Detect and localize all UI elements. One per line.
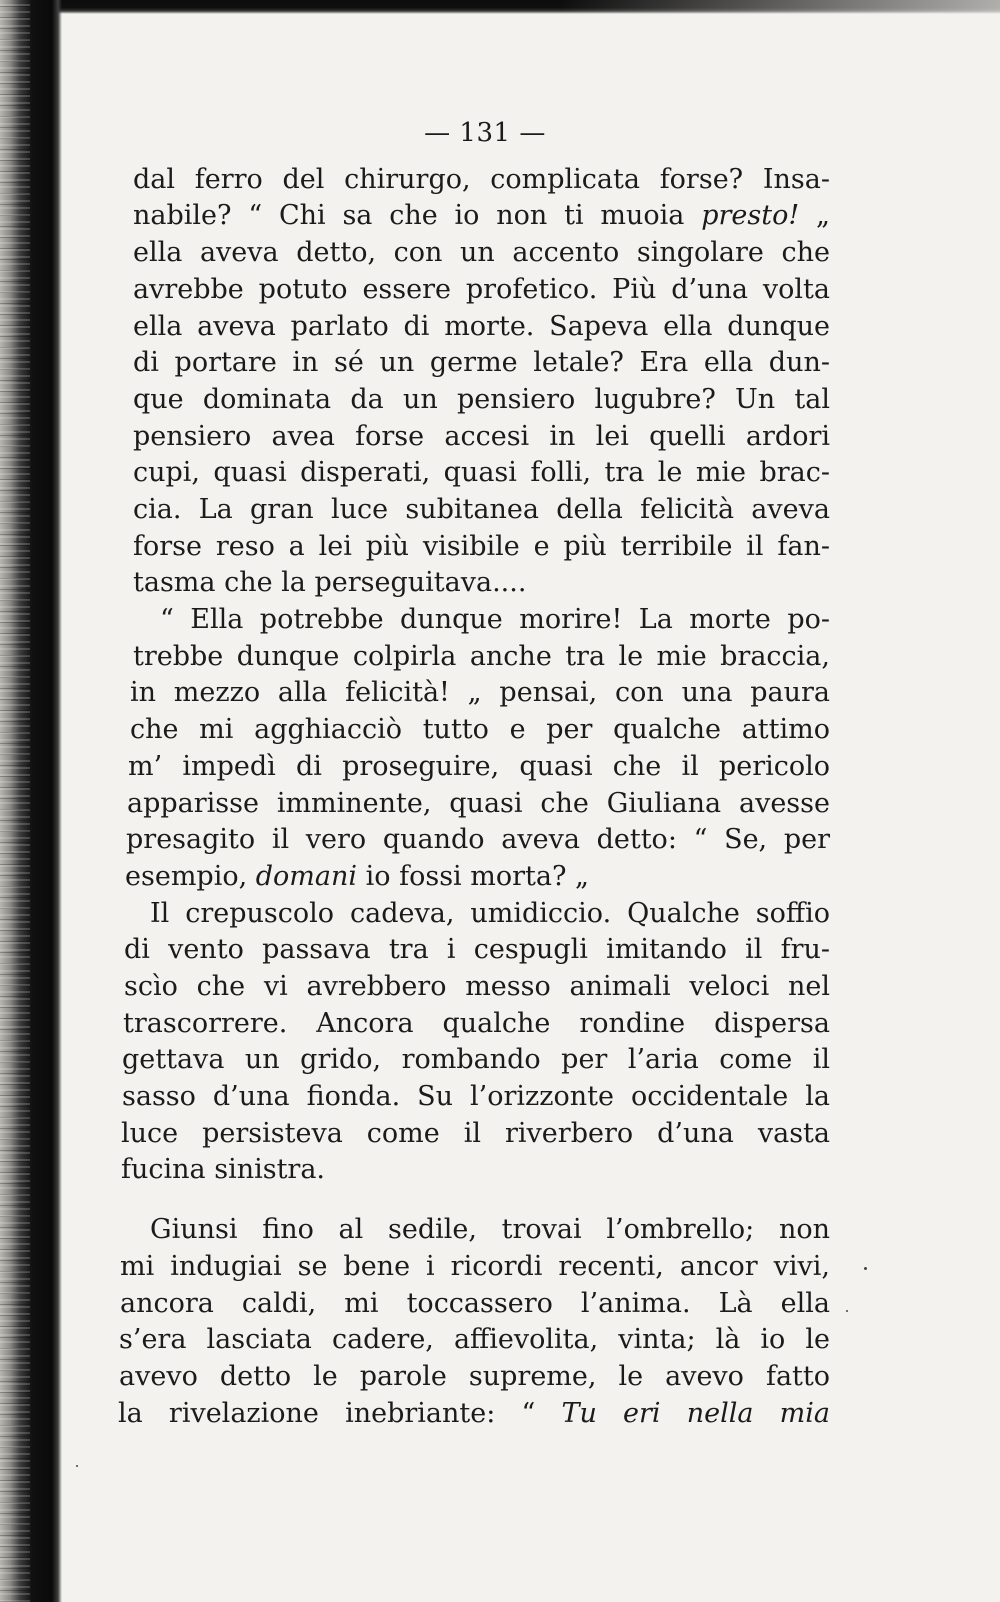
text-line: sasso d’una fionda. Su l’orizzonte occidentale la <box>122 1081 830 1112</box>
text-line <box>118 1397 830 1431</box>
text-line: ella aveva parlato di morte. Sapeva ella dunque <box>133 311 830 342</box>
text-line: s’era lasciata cadere, affievolita, vinta; là io le <box>119 1324 830 1355</box>
text-line: presagito il vero quando aveva detto: “ Se, per <box>126 824 830 855</box>
text-line: forse reso a lei più visibile e più terribile il fan- <box>133 531 830 562</box>
text-line: avevo detto le parole supreme, le avevo fatto <box>119 1361 830 1392</box>
text-line: Il crepuscolo cadeva, umidiccio. Qualche soffio <box>150 898 830 929</box>
text-line: di portare in sé un germe letale? Era ella dun- <box>133 347 830 378</box>
text-line: gettava un grido, rombando per l’aria come il <box>122 1044 830 1075</box>
text-run: io fossi morta? „ <box>357 861 590 892</box>
text-line: “ Ella potrebbe dunque morire! La morte po- <box>160 604 830 635</box>
text-line: trebbe dunque colpirla anche tra le mie braccia, <box>133 641 830 672</box>
text-line: di vento passava tra i cespugli imitando il fru- <box>124 934 830 965</box>
text-line: in mezzo alla felicità! „ pensai, con una paura <box>130 677 830 708</box>
text-line: pensiero avea forse accesi in lei quelli ardori <box>133 421 830 452</box>
text-run: nabile? “ Chi sa che io non ti muoia <box>133 200 702 231</box>
text-line: luce persisteva come il riverbero d’una vasta <box>121 1118 830 1149</box>
italic-text: Tu eri nella mia <box>561 1398 830 1429</box>
text-line: tasma che la perseguitava.... <box>133 567 527 598</box>
paper-speck <box>76 1465 78 1467</box>
text-line: ancora caldi, mi toccassero l’anima. Là ella <box>120 1288 830 1319</box>
text-line: mi indugiai se bene i ricordi recenti, ancor vivi, <box>120 1251 830 1282</box>
paper-speck <box>846 1310 848 1312</box>
text-line <box>125 860 590 894</box>
text-line: dal ferro del chirurgo, complicata forse? Insa- <box>133 164 830 195</box>
text-line: que dominata da un pensiero lugubre? Un tal <box>133 384 830 415</box>
text-run: esempio, <box>125 861 256 892</box>
text-line: ella aveva detto, con un accento singolare che <box>133 237 830 268</box>
text-line: cia. La gran luce subitanea della felicità aveva <box>133 494 830 525</box>
italic-text: presto! <box>701 200 800 231</box>
text-line: scìo che vi avrebbero messo animali veloci nel <box>124 971 830 1002</box>
text-line: trascorrere. Ancora qualche rondine dispersa <box>123 1008 830 1039</box>
text-line: m’ impedì di proseguire, quasi che il pericolo <box>128 751 830 782</box>
text-line: Giunsi fino al sedile, trovai l’ombrello; non <box>150 1214 830 1245</box>
text-line: avrebbe potuto essere profetico. Più d’una volta <box>133 274 830 305</box>
page-number: — 131 — <box>424 118 546 148</box>
text-run: la rivelazione inebriante: “ <box>118 1398 562 1429</box>
text-run: „ <box>799 200 830 231</box>
text-line <box>133 199 830 233</box>
text-line: apparisse imminente, quasi che Giuliana avesse <box>127 788 830 819</box>
italic-text: domani <box>255 861 358 892</box>
text-line: che mi agghiacciò tutto e per qualche attimo <box>130 714 830 745</box>
paper-speck <box>864 1267 867 1270</box>
text-line: fucina sinistra. <box>121 1154 326 1185</box>
text-line: cupi, quasi disperati, quasi folli, tra le mie brac- <box>133 457 830 488</box>
